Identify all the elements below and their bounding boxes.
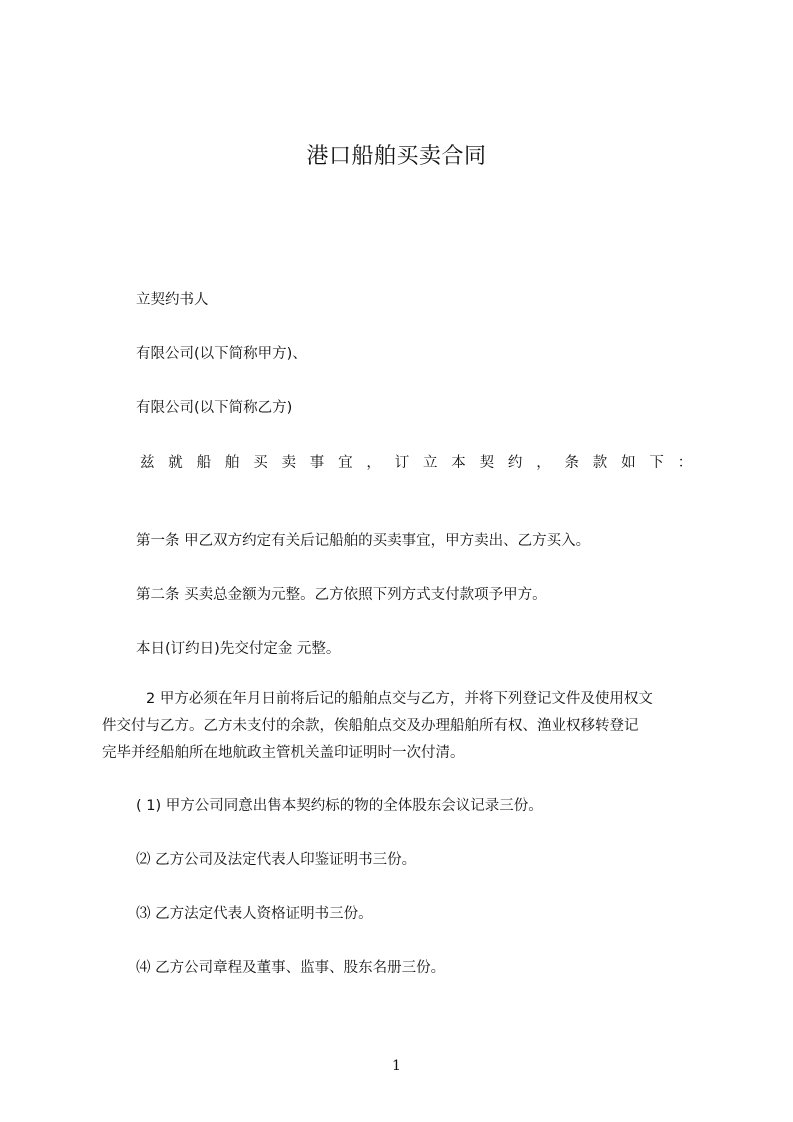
delivery-paragraph-line-1: 2 甲方必须在年月日前将后记的船舶点交与乙方，并将下列登记文件及使用权文	[146, 691, 653, 707]
document-title: 港口船舶买卖合同	[306, 144, 487, 169]
article-two: 第二条 买卖总金额为元整。乙方依照下列方式支付款项予甲方。	[136, 587, 547, 603]
delivery-paragraph-line-2: 件交付与乙方。乙方未支付的余款，俟船舶点交及办理船舶所有权、渔业权移转登记	[102, 718, 639, 734]
deposit-line: 本日(订约日)先交付定金 元整。	[136, 641, 341, 657]
page-number: 1	[392, 1058, 401, 1074]
contract-intro-line: 兹就船舶买卖事宜，订立本契约，条款如下：	[140, 455, 706, 471]
document-item-2: ⑵ 乙方公司及法定代表人印鉴证明书三份。	[136, 852, 417, 868]
contract-party-heading: 立契约书人	[136, 292, 209, 308]
delivery-paragraph-line-3: 完毕并经船舶所在地航政主管机关盖印证明时一次付清。	[102, 745, 465, 761]
article-one: 第一条 甲乙双方约定有关后记船舶的买卖事宜，甲方卖出、乙方买入。	[136, 533, 591, 549]
document-item-1: ( 1) 甲方公司同意出售本契约标的物的全体股东会议记录三份。	[136, 798, 543, 814]
document-item-4: ⑷ 乙方公司章程及董事、监事、股东名册三份。	[136, 960, 446, 976]
party-b-line: 有限公司(以下简称乙方)	[136, 400, 293, 416]
party-a-line: 有限公司(以下简称甲方)、	[136, 346, 307, 362]
document-item-3: ⑶ 乙方法定代表人资格证明书三份。	[136, 906, 373, 922]
delivery-paragraph	[102, 686, 702, 767]
